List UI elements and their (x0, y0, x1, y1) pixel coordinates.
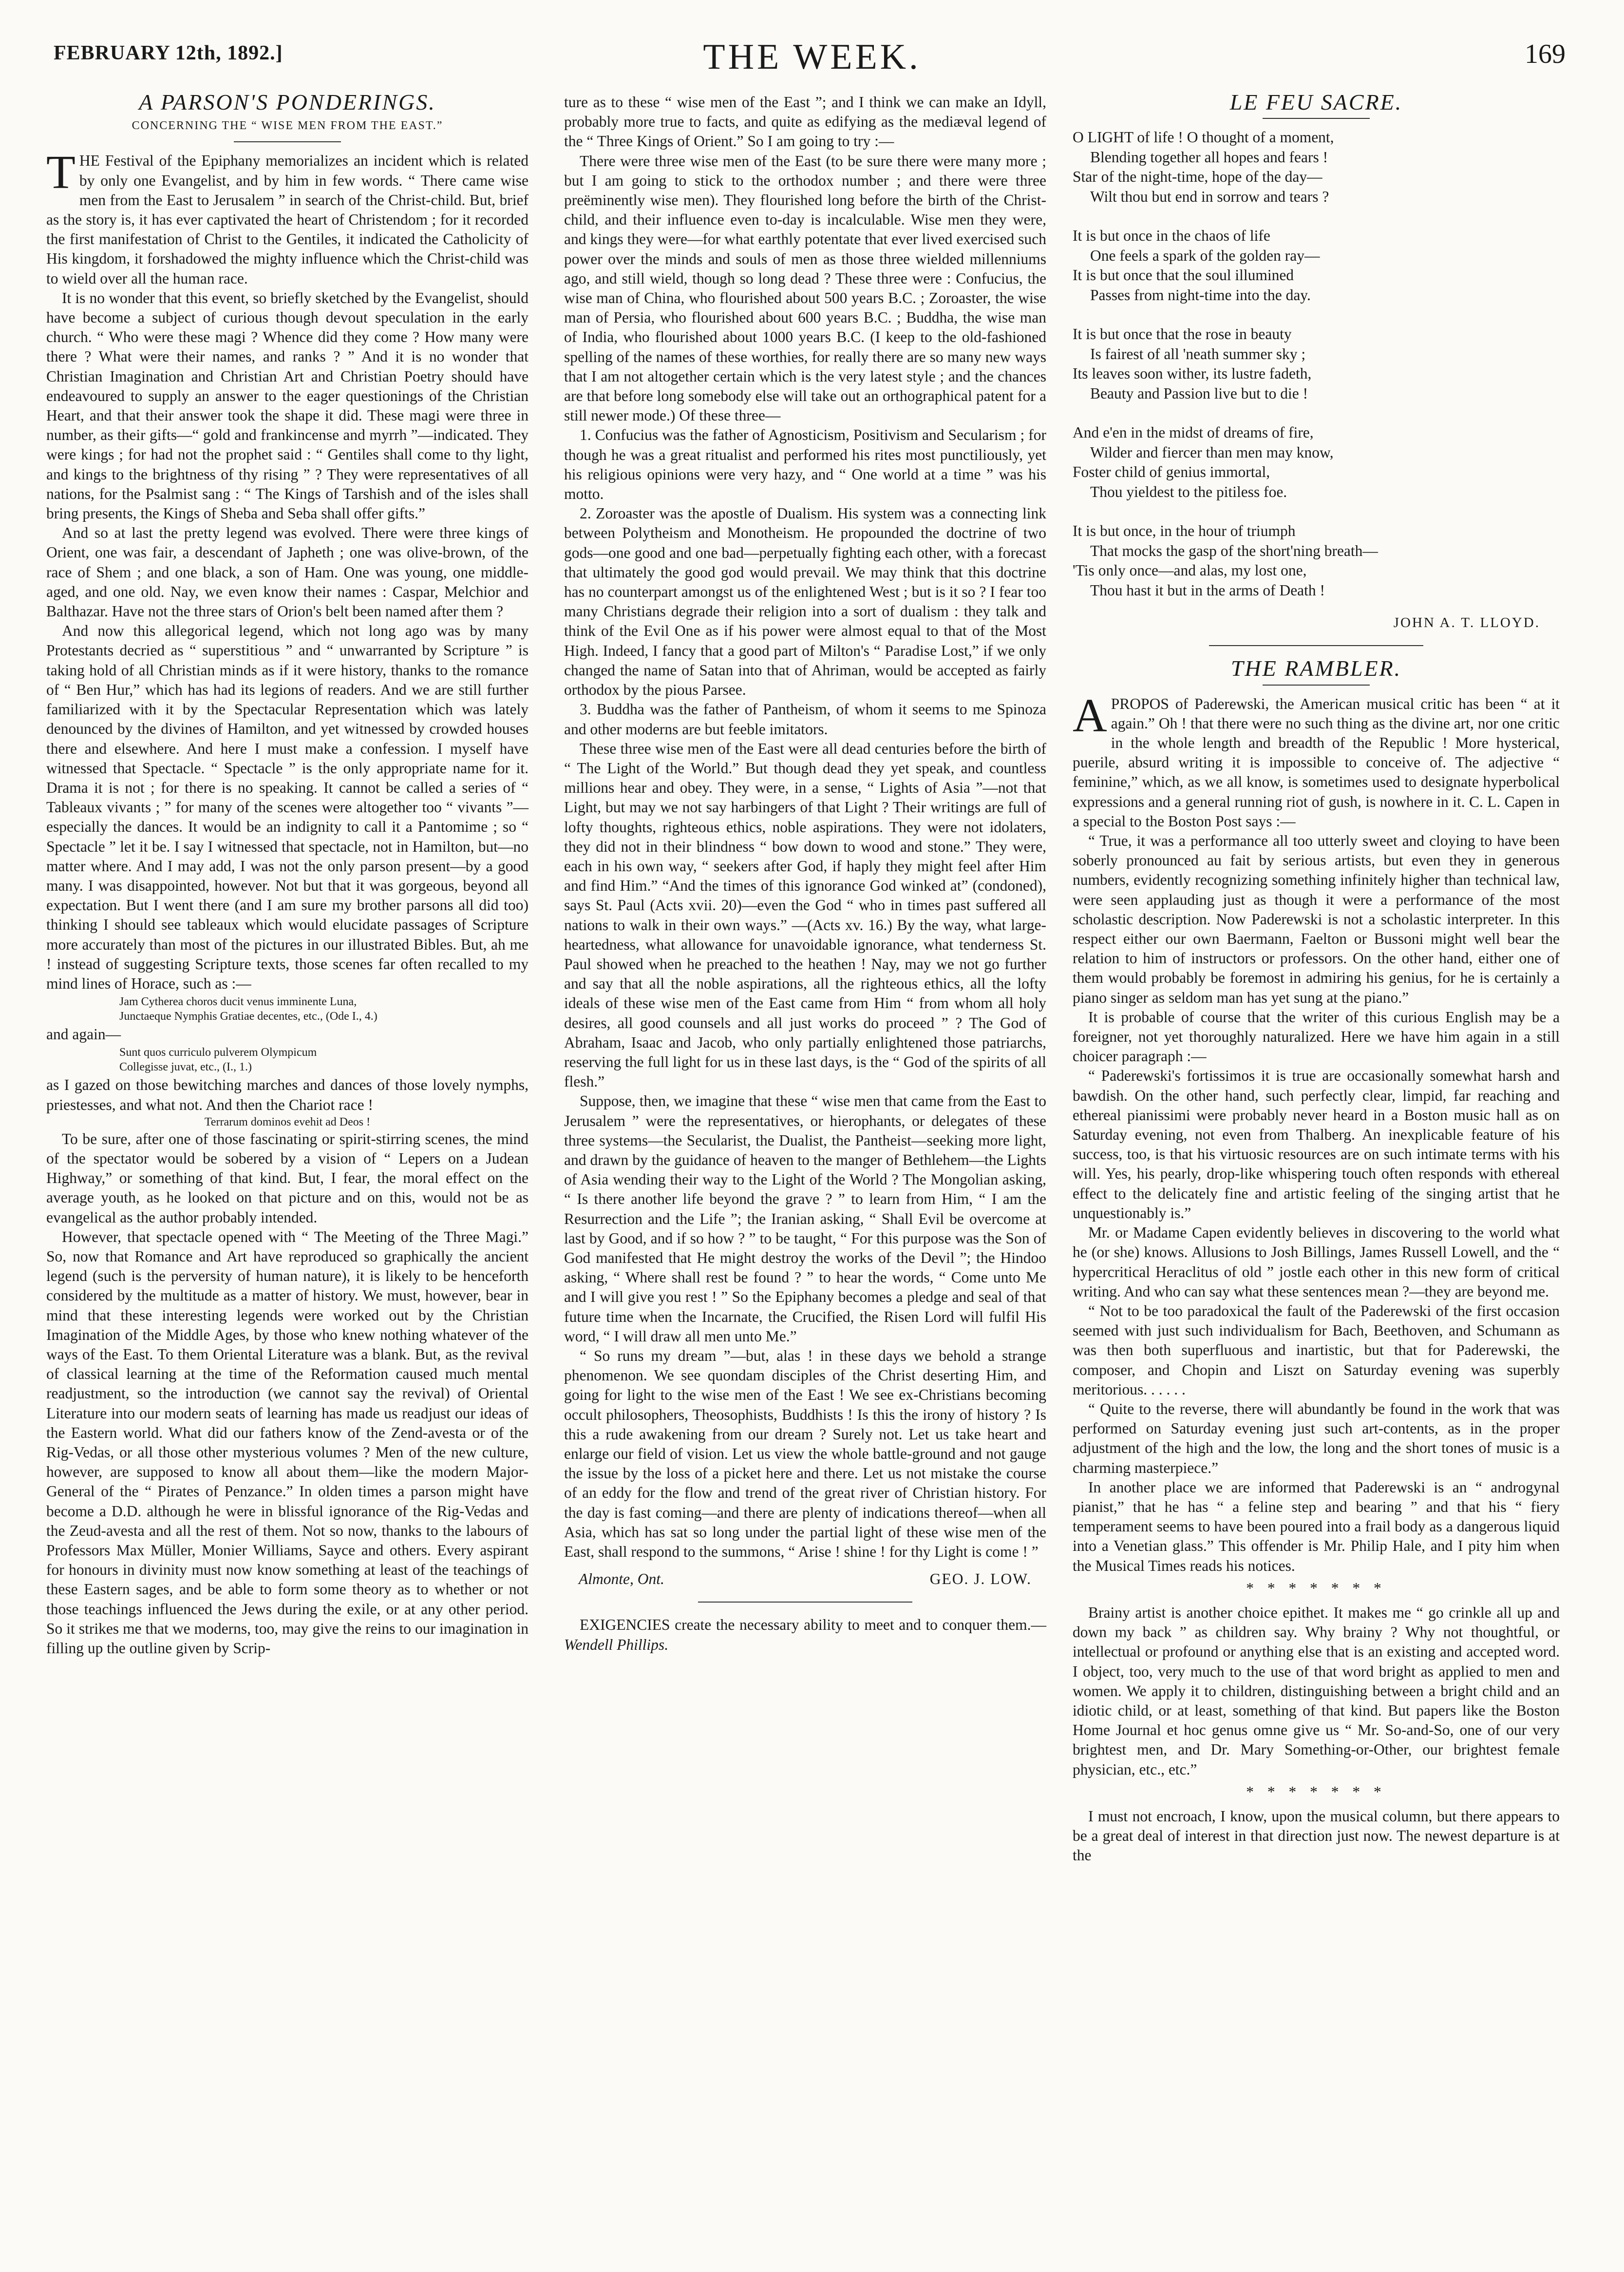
poem-line: Wilt thou but end in sorrow and tears ? (1090, 188, 1329, 205)
poem (1073, 128, 1560, 600)
poem-line: Foster child of genius immortal, (1073, 463, 1270, 481)
poem-line: Beauty and Passion live but to die ! (1090, 384, 1308, 402)
paragraph: “ Quite to the reverse, there will abundantly be found in the work that was performed on Saturday evening just such art-contents, as in the proper adjustment of the high and the low, the long and the short tones of music is a charming masterpiece.” (1073, 1400, 1560, 1476)
poem-line: Thou hast it but in the arms of Death ! (1090, 581, 1325, 599)
paragraph: “ Paderewski's fortissimos it is true are occasionally somewhat harsh and bawdish. On the other hand, such perfectly clear, limpid, far reaching and ethereal pianissimi were probably never heard in a Boston music hall as on Saturday evening, not even from Thalberg. An inexplicable feature of his success, too, is that his virtuosic resources are on such intimate terms with his will. Yes, his pearly, drop-like whispering touch often responds with ethereal effect to the delicately fine and artistic feeling of the singing artist that he unquestionably is.” (1073, 1067, 1560, 1222)
paragraph: 2. Zoroaster was the apostle of Dualism. His system was a connecting link between Polytheism and Monotheism. He propounded the doctrine of two gods—one good and one bad—perpetually fighting each other, with a forecast that ultimately the good god would prevail. We may think that this doctrine has no counterpart amongst us of the enlightened West ; but is it so ? I fear too many Christians degrade their religion into a sort of dualism : they talk and think of the Evil One as if his power were almost equal to that of the Most High. Indeed, I fancy that a good part of Milton's “ Paradise Lost,” if we only changed the name of Satan into that of Ahriman, would be accepted as fairly orthodox by the pious Parsee. (564, 505, 1046, 699)
masthead (0, 37, 1624, 80)
paragraph: These three wise men of the East were all dead centuries before the birth of “ The Light of the World.” But though dead they yet speak, and countless millions hear and obey. They were, in a sense, “ Lights of Asia ”—not that Light, but may we not say harbingers of that Light ? Their writings are full of lofty thoughts, righteous ethics, noble aspirations. They were not idolaters, they did not in their blindness “ bow down to wood and stone.” They were, each in his own way, “ seekers after God, if haply they might feel after Him and find Him.” “And the times of this ignorance God winked at” (condoned), says St. Paul (Acts xvii. 20)—even the God “ who in times past suffered all nations to walk in their own ways.” —(Acts xv. 16.) By the way, what large-heartedness, what allowance for unavoidable ignorance, what tenderness St. Paul showed when he preached to the heathen ! Nay, may we not go further and say that all the noble aspirations, all the righteous ethics, all the lofty ideals of these wise men of the East came from Him “ from whom all holy desires, all good counsels and all just works do proceed ” ? The God of Abraham, Isaac and Jacob, who only partially enlightened those patriarchs, reserving the full light for us in these last days, is the “ God of the spirits of all flesh.” (564, 740, 1046, 1090)
drop-cap: A (1073, 689, 1107, 742)
title-rule (234, 141, 341, 142)
paragraph: It is no wonder that this event, so briefly sketched by the Evangelist, should have become a subject of curious though devout speculation in the early church. “ Who were these magi ? Whence did they come ? How many were there ? What were their names, and ranks ? ” And it is no wonder that Christian Imagination and Christian Art and Christian Poetry should have endeavoured to supply an answer to the eager questionings of the Christian Heart, and that their answer took the shape it did. These magi were three in number, as their gifts—“ gold and frankincense and myrrh ”—indicated. They were kings ; for had not the prophet said : “ Gentiles shall come to thy light, and kings to the brightness of thy rising ” ? They were representatives of all nations, for the Psalmist sang : “ The Kings of Tarshish and of the isles shall bring presents, the Kings of Sheba and Seba shall offer gifts.” (46, 289, 529, 522)
poem-line: That mocks the gasp of the short'ning breath— (1090, 542, 1378, 559)
poem-stanza (1073, 226, 1560, 305)
paragraph: 1. Confucius was the father of Agnosticism, Positivism and Secularism ; for though he was a great ritualist and performed his rites most punctiliously, yet his religious opinions were very hazy, and “ One world at a time ” was his motto. (564, 426, 1046, 503)
paragraph: However, that spectacle opened with “ The Meeting of the Three Magi.” So, now that Romance and Art have reproduced so graphically the ancient legend (such is the perversity of human nature), it is likely to be henceforth considered by the multitude as a matter of history. We must, however, bear in mind that these interesting legends were worked out by the Christian Imagination of the Middle Ages, by those who knew nothing whatever of the ways of the East. To them Oriental Literature was a blank. But, as the revival of classical learning at the time of the Reformation caused much mental readjustment, so the introduction (we cannot say the revival) of Oriental Literature into our modern seats of learning has made us readjust our ideas of the Eastern world. What did our fathers know of the Zend-avesta or of the Rig-Vedas, or all those other mysterious volumes ? Men of the new culture, however, are supposed to know all about them—like the modern Major-General of the “ Pirates of Penzance.” In olden times a parson might have become a D.D. although he were in blissful ignorance of the Rig-Vedas and the Zeud-avesta and all the rest of them. Not so now, thanks to the labours of Professors Max Müller, Monier Williams, Sayce and others. Every aspirant for honours in divinity must now know something at least of the teachings of these Eastern sages, and be able to form some theory as to whether or not those teachings influenced the Jews during the exile, or at any other period. So it strikes me that we moderns, too, may give the reins to our imagination in filling up the outline given by Scrip- (46, 1228, 529, 1657)
poem-line: And e'en in the midst of dreams of fire, (1073, 424, 1314, 441)
issue-date: FEBRUARY 12th, 1892.] (54, 42, 283, 64)
paragraph: “ Not to be too paradoxical the fault of the Paderewski of the first occasion seemed with just such individualism for Bach, Beethoven, and Schumann as was then both superfluous and inartistic, but that for Paderewski, the composer, and Chopin and Liszt on Saturday evening was superbly meritorious. . . . . . (1073, 1302, 1560, 1398)
latin-quote: Jam Cytherea choros ducit venus imminente Luna, Junctaeque Nymphis Gratiae decentes, etc., (Ode I., 4.) (119, 995, 378, 1023)
poem-author: JOHN A. T. LLOYD. (1393, 615, 1540, 631)
signature-author: GEO. J. LOW. (929, 1570, 1032, 1588)
poem-line: Blending together all hopes and fears ! (1090, 148, 1328, 166)
paragraph: THE Festival of the Epiphany memorializes an incident which is related by only one Evangelist, and by him in few words. “ There came wise men from the East to Jerusalem ” in search of the Christ-child. But, brief as the story is, it has ever captivated the heart of Christendom ; for it recorded the first manifestation of Christ to the Gentiles, it indicated the Catholicity of His kingdom, it forshadowed the mighty influence which the Christ-child was to wield over all the human race. (46, 146, 529, 287)
poem-line: Wilder and fiercer than men may know, (1090, 443, 1334, 461)
poem-line: Star of the night-time, hope of the day— (1073, 168, 1322, 186)
article-signature (564, 1569, 1046, 1589)
latin-quote: Terrarum dominos evehit ad Deos ! (204, 1115, 371, 1128)
signature-place: Almonte, Ont. (579, 1570, 664, 1588)
poem-line: Is fairest of all 'neath summer sky ; (1090, 345, 1306, 363)
poem-stanza (1073, 423, 1560, 502)
poem-line: It is but once, in the hour of triumph (1073, 522, 1296, 540)
paragraph: “ So runs my dream ”—but, alas ! in these days we behold a strange phenomenon. We see quondam disciples of the Christ deserting Him, and going for light to the wise men of the East ! We see ex-Christians becoming occult philosophers, Theosophists, Buddhists ! Is this the irony of history ? Is this a rude awakening from our dream ? Surely not. Let us take heart and enlarge our field of vision. Let us view the whole battle-ground and not gauge the issue by the loss of a picket here and there. Let us not mistake the course of an eddy for the flow and trend of the great river of Christian history. For the day is fast coming—and there are plenty of indications thereof—when all Asia, which has sat so long under the partial light of these wise men of the East, shall respond to the summons, “ Arise ! shine ! for thy Light is come ! ” (564, 1347, 1046, 1561)
paragraph: “ True, it was a performance all too utterly sweet and cloying to have been soberly pronounced au fait by serious artists, but even they in generous numbers, evidently recognizing something infinitely higher than technical law, were seen applauding just as though it were a performance of the most scholastic description. Now Paderewski is not a scholastic interpreter. In this respect either our own Baermann, Faelton or Bussoni might well bear the relation to him of instructors or professors. On the other hand, either one of them would probably be foremost in admiring his genius, for he is certainly a piano singer as seldom man has yet sung at the piano.” (1073, 832, 1560, 1006)
epigram: EXIGENCIES create the necessary ability to meet and to conquer them.—Wendell Phillips. (564, 1616, 1046, 1653)
poem-stanza (1073, 521, 1560, 600)
poem-line: It is but once in the chaos of life (1073, 227, 1270, 245)
poem-line: Its leaves soon wither, its lustre fadeth, (1073, 365, 1312, 382)
article-subtitle: CONCERNING THE “ WISE MEN FROM THE EAST.” (132, 119, 443, 133)
column-2 (564, 93, 1046, 1655)
column-3 (1073, 90, 1560, 1866)
section-rule (1209, 645, 1423, 646)
poem-line: Passes from night-time into the day. (1090, 286, 1311, 304)
paragraph: To be sure, after one of those fascinating or spirit-stirring scenes, the mind of the spectator would be sobered by a vision of “ Lepers on a Judean Highway,” or something of that kind. But, I fear, the moral effect on the average youth, as he looked on that picture and on this, would not be as evangelical as the author probably intended. (46, 1130, 529, 1226)
paragraph: APROPOS of Paderewski, the American musical critic has been “ at it again.” Oh ! that there were no such thing as the divine art, nor one critic in the whole length and breadth of the Republic ! More hysterical, puerile, absurd writing it is impossible to conceive of. The adjective “ feminine,” which, as we all know, is sometimes used to designate hyperbolical expressions and a general running riot of gush, is nowhere in it. C. L. Capen in a special to the Boston Post says :— (1073, 689, 1560, 830)
section-break-stars: * * * * * * * (1246, 1783, 1386, 1800)
paragraph: Mr. or Madame Capen evidently believes in discovering to the world what he (or she) knows. Allusions to Josh Billings, James Russell Lowell, and the “ hypercritical Heraclitus of old ” jostle each other in this new form of critical writing. And who can say what these sentences mean ?—they are beyond me. (1073, 1224, 1560, 1300)
poem-stanza (1073, 128, 1560, 207)
article-title: THE RAMBLER. (1230, 656, 1402, 681)
section-break-stars: * * * * * * * (1246, 1579, 1386, 1597)
poem-line: O LIGHT of life ! O thought of a moment, (1073, 129, 1334, 146)
paragraph: And now this allegorical legend, which not long ago was by many Protestants decried as “ superstitious ” and “ unwarranted by Scripture ” is taking hold of all Christian minds as if it were history, thanks to the romance of “ Ben Hur,” which has had its legions of readers. And we are still further familiarized with it by the Spectacular Representation which was lately denounced by the divines of Hamilton, and yet witnessed by crowded houses there and elsewhere. And here I must make a confession. I myself have witnessed that Spectacle. “ Spectacle ” is the only appropriate name for it. Drama it is not ; for there is no speaking. It cannot be called a series of “ Tableaux vivants ; ” for many of the scenes were altogether too “ vivants ”—especially the dances. It would be an indignity to call it a Pantomime ; so “ Spectacle ” let it be. I say I witnessed that spectacle, not in Hamilton, but—no matter where. And I may add, I was not the only parson present—by a good many. I was disappointed, however. Not but that it was gorgeous, beyond all expectation. But I went there (and I am sure my brother parsons all did too) thinking I should see tableaux which would elucidate passages of Scripture more accurately than most of the pictures in our illustrated Bibles. But, ah me ! instead of suggesting Scripture texts, those scenes far often recalled to my mind lines of Horace, such as :— (46, 622, 529, 992)
drop-cap: T (46, 146, 76, 199)
poem-line: It is but once that the soul illumined (1073, 267, 1294, 284)
poem-line: It is but once that the rose in beauty (1073, 325, 1292, 343)
poem-title: LE FEU SACRE. (1229, 90, 1403, 115)
newspaper-title: THE WEEK. (703, 37, 921, 77)
title-rule (1263, 118, 1370, 119)
paragraph: It is probable of course that the writer of this curious English may be a foreigner, not yet thoroughly naturalized. Here we have him again in a still choicer paragraph :— (1073, 1008, 1560, 1065)
page-number: 169 (1525, 39, 1566, 69)
paragraph: I must not encroach, I know, upon the musical column, but there appears to be a great deal of interest in that direction just now. The newest departure is at the (1073, 1807, 1560, 1864)
paragraph: as I gazed on those bewitching marches and dances of those lovely nymphs, priestesses, and what not. And then the Chariot race ! (46, 1076, 529, 1113)
paragraph: Suppose, then, we imagine that these “ wise men that came from the East to Jerusalem ” were the representatives, or hierophants, or delegates of these three systems—the Secularist, the Dualist, the Pantheist—seeking more light, and drawn by the guidance of heaven to the manger of Bethlehem—the Lights of Asia wending their way to the Light of the World ? The Mongolian asking, “ Is there another life beyond the grave ? ” to learn from Him, “ I am the Resurrection and the Life ”; the Iranian asking, “ Shall Evil be overcome at last by Good, and if so how ? ” to be taught, “ For this purpose was the Son of God manifested that He might destroy the works of the Devil ”; the Hindoo asking, “ Where shall rest be found ? ” to hear the words, “ Come unto Me and I will give you rest ! ” So the Epiphany becomes a pledge and seal of that future time when the Incarnate, the Crucified, the Risen Lord will fulfil His word, “ I will draw all men unto Me.” (564, 1092, 1046, 1345)
paragraph: Brainy artist is another choice epithet. It makes me “ go crinkle all up and down my back ” as children say. Why brainy ? Why not thoughtful, or intellectual or profound or anything else that is an existing and accepted word. I object, too, very much to the use of that word bright as applied to men and women. We apply it to children, distinguishing between a bright child and an idiotic child, or at least, something of that kind. But papers like the Boston Home Journal et hoc genus omne give us “ Mr. So-and-So, one of our very brightest men, and Dr. Mary Something-or-Other, our brightest female physician, etc., etc.” (1073, 1604, 1560, 1778)
poem-stanza (1073, 325, 1560, 403)
paragraph: And so at last the pretty legend was evolved. There were three kings of Orient, one was fair, a descendant of Japheth ; one was olive-brown, of the race of Shem ; and one black, a son of Ham. One was young, one middle-aged, and one old. Nay, we even know their names : Caspar, Melchior and Balthazar. Have not the three stars of Orion's belt been named after them ? (46, 524, 529, 620)
title-rule (1263, 685, 1370, 686)
paragraph: There were three wise men of the East (to be sure there were many more ; but I am going to stick to the orthodox number ; and there were three preëminently wise men). They flourished long before the birth of the Christ-child, and their influence even to-day is incalculable. Wise men they were, and kings they were—for what earthly potentate that ever lived exercised such power over the minds and souls of men as those three wielded millenniums ago, and still wield, though so long dead ? These three were : Confucius, the wise man of China, who flourished about 500 years B.C. ; Zoroaster, the wise man of Persia, who flourished about 600 years B.C. ; Buddha, the wise man of India, who flourished about 1000 years B.C. (I keep to the old-fashioned spelling of the names of these worthies, for really there are so many new ways that I am not altogether certain which is the very latest style ; and the chances are that before long somebody else will take out an orthographical patent for a still newer mode.) Of these three— (564, 152, 1046, 424)
article-title: A PARSON'S PONDERINGS. (139, 90, 436, 115)
poem-line: One feels a spark of the golden ray— (1090, 247, 1320, 264)
paragraph: In another place we are informed that Paderewski is an “ androgynal pianist,” that he has “ a feline step and bearing ” and that his “ fiery temperament seems to have been poured into a frail body as a dangerous liquid into a Venetian glass.” This offender is Mr. Philip Hale, and I pity him when the Musical Times reads his notices. (1073, 1478, 1560, 1574)
paragraph: ture as to these “ wise men of the East ”; and I think we can make an Idyll, probably more true to facts, and quite as edifying as the mediæval legend of the “ Three Kings of Orient.” So I am going to try :— (564, 94, 1046, 150)
column-1 (46, 90, 529, 1658)
paragraph: 3. Buddha was the father of Pantheism, of whom it seems to me Spinoza and other moderns are but feeble imitators. (564, 701, 1046, 738)
poem-line: 'Tis only once—and alas, my lost one, (1073, 562, 1307, 579)
section-rule (698, 1602, 912, 1603)
latin-quote: Sunt quos curriculo pulverem Olympicum Collegisse juvat, etc., (I., 1.) (119, 1046, 317, 1074)
poem-line: Thou yieldest to the pitiless foe. (1090, 483, 1287, 500)
paragraph: and again— (46, 1026, 121, 1043)
